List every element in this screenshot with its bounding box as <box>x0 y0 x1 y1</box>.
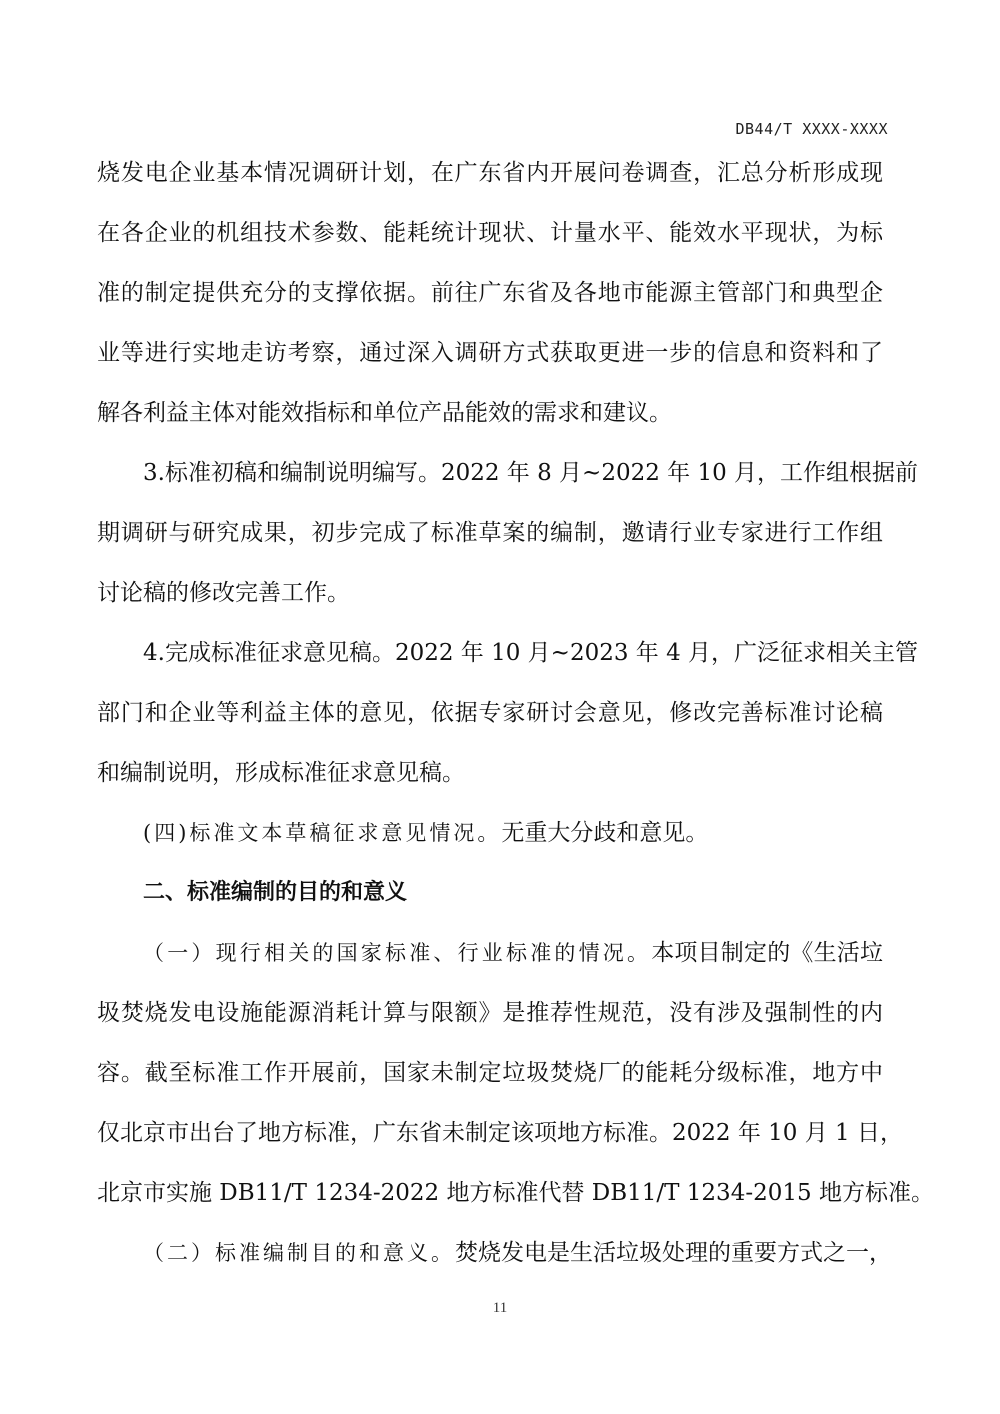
paragraph-rest: 本项目制定的《生活垃 <box>651 940 884 966</box>
text-line <box>97 803 883 863</box>
text-line: 解各利益主体对能效指标和单位产品能效的需求和建议。 <box>97 400 672 426</box>
text-line <box>97 1223 892 1283</box>
heading-text: 二、标准编制的目的和意义 <box>143 880 408 905</box>
text-line: 圾焚烧发电设施能源消耗计算与限额》是推荐性规范，没有涉及强制性的内 <box>97 1000 883 1026</box>
section-heading <box>97 863 883 923</box>
page-number: 11 <box>492 1300 508 1316</box>
text-line: 仅北京市出台了地方标准，广东省未制定该项地方标准。2022 年 10 月 1 日， <box>97 1120 903 1146</box>
text-line: 期调研与研究成果，初步完成了标准草案的编制，邀请行业专家进行工作组 <box>97 520 883 546</box>
paragraph-lead: (四)标准文本草稿征求意见情况。 <box>143 821 502 845</box>
text-line: 北京市实施 DB11/T 1234-2022 地方标准代替 DB11/T 1234-2015 地方标准。 <box>97 1180 934 1206</box>
paragraph-existing-standards <box>97 923 934 1223</box>
text-line: 和编制说明，形成标准征求意见稿。 <box>97 760 465 786</box>
text-line: 讨论稿的修改完善工作。 <box>97 580 350 606</box>
document-body <box>97 143 934 1283</box>
paragraph-lead: （二）标准编制目的和意义。 <box>143 1241 455 1265</box>
text-line: 容。截至标准工作开展前，国家未制定垃圾焚烧厂的能耗分级标准，地方中 <box>97 1060 883 1086</box>
text-line <box>97 923 883 983</box>
text-line: 3.标准初稿和编制说明编写。2022 年 8 月~2022 年 10 月，工作组根据前 <box>143 460 919 486</box>
text-line: 业等进行实地走访考察，通过深入调研方式获取更进一步的信息和资料和了 <box>97 340 883 366</box>
paragraph-consultation-draft <box>97 623 919 803</box>
paragraph-lead: （一）现行相关的国家标准、行业标准的情况。 <box>143 941 652 965</box>
paragraph-opinion-status <box>97 803 883 863</box>
paragraph-rest: 焚烧发电是生活垃圾处理的重要方式之一， <box>455 1240 892 1266</box>
paragraph-rest: 无重大分歧和意见。 <box>501 820 709 846</box>
text-line: 4.完成标准征求意见稿。2022 年 10 月~2023 年 4 月，广泛征求相关主管 <box>143 640 919 666</box>
document-code: DB44/T XXXX-XXXX <box>735 120 888 138</box>
text-line: 准的制定提供充分的支撑依据。前往广东省及各地市能源主管部门和典型企 <box>97 280 883 306</box>
paragraph-survey-plan <box>97 143 883 443</box>
paragraph-draft-writing <box>97 443 919 623</box>
text-line: 烧发电企业基本情况调研计划，在广东省内开展问卷调查，汇总分析形成现 <box>97 160 883 186</box>
text-line: 部门和企业等利益主体的意见，依据专家研讨会意见，修改完善标准讨论稿 <box>97 700 883 726</box>
paragraph-purpose <box>97 1223 892 1283</box>
text-line: 在各企业的机组技术参数、能耗统计现状、计量水平、能效水平现状，为标 <box>97 220 883 246</box>
